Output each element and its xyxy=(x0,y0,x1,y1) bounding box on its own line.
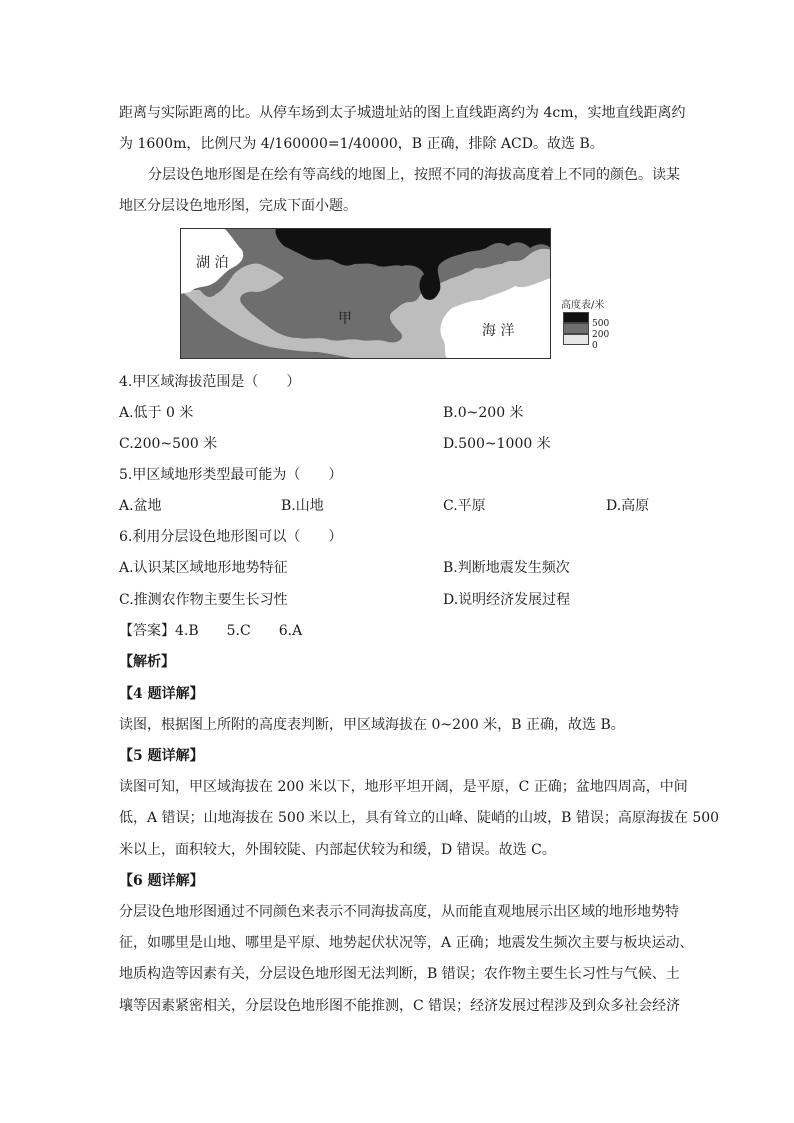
q6-option-a: A.认识某区域地形地势特征 xyxy=(119,560,288,576)
paragraph-line: 为 1600m，比例尺为 4/160000=1/40000，B 正确，排除 ACD。故选 B。 xyxy=(119,136,604,152)
detail-5-text: 读图可知，甲区域海拔在 200 米以下，地形平坦开阔，是平原，C 正确；盆地四周高，中间 xyxy=(119,779,688,795)
detail-6-text: 分层设色地形图通过不同颜色来表示不同海拔高度，从而能直观地展示出区域的地形地势特 xyxy=(119,904,679,920)
question-5-stem: 5.甲区域地形类型最可能为（ ） xyxy=(119,467,343,483)
analysis-heading: 【解析】 xyxy=(119,654,175,670)
legend-swatch-low xyxy=(563,334,589,345)
legend-value-0: 0 xyxy=(592,341,598,351)
detail-5-heading: 【5 题详解】 xyxy=(119,748,204,764)
detail-6-text: 征，如哪里是山地、哪里是平原、地势起伏状况等，A 正确；地震发生频次主要与板块运动、 xyxy=(119,935,694,951)
legend-swatch-high xyxy=(563,312,589,323)
legend-value-500: 500 xyxy=(592,319,610,329)
layered-tint-map xyxy=(180,228,551,359)
legend-swatch-mid xyxy=(563,323,589,334)
legend-value-200: 200 xyxy=(592,330,610,340)
q4-option-c: C.200~500 米 xyxy=(119,436,218,452)
paragraph-line: 距离与实际距离的比。从停车场到太子城遗址站的图上直线距离约为 4cm，实地直线距离约 xyxy=(119,105,686,121)
q6-option-d: D.说明经济发展过程 xyxy=(443,592,571,608)
q5-option-d: D.高原 xyxy=(606,498,650,514)
q5-option-a: A.盆地 xyxy=(119,498,162,514)
detail-5-text: 米以上，面积较大，外围较陡、内部起伏较为和缓，D 错误。故选 C。 xyxy=(119,842,556,858)
q5-option-b: B.山地 xyxy=(281,498,324,514)
q5-option-c: C.平原 xyxy=(443,498,486,514)
legend-title: 高度表/米 xyxy=(561,300,605,311)
question-4-stem: 4.甲区域海拔范围是（ ） xyxy=(119,374,301,390)
answer-line: 【答案】4.B 5.C 6.A xyxy=(119,623,303,639)
detail-6-text: 壤等因素紧密相关，分层设色地形图不能推测，C 错误；经济发展过程涉及到众多社会经济 xyxy=(119,998,681,1014)
q6-option-b: B.判断地震发生频次 xyxy=(443,560,570,576)
q4-option-a: A.低于 0 米 xyxy=(119,405,194,421)
detail-5-text: 低，A 错误；山地海拔在 500 米以上，具有耸立的山峰、陡峭的山坡，B 错误；高原海拔在 500 xyxy=(119,810,720,826)
detail-4-text: 读图，根据图上所附的高度表判断，甲区域海拔在 0~200 米，B 正确，故选 B。 xyxy=(119,717,625,733)
q6-option-c: C.推测农作物主要生长习性 xyxy=(119,592,288,608)
paragraph-line: 分层设色地形图是在绘有等高线的地图上，按照不同的海拔高度着上不同的颜色。读某 xyxy=(148,167,680,183)
detail-4-heading: 【4 题详解】 xyxy=(119,686,204,702)
region-jia-label: 甲 xyxy=(338,311,352,327)
q4-option-b: B.0~200 米 xyxy=(443,405,524,421)
paragraph-line: 地区分层设色地形图，完成下面小题。 xyxy=(119,198,357,214)
elevation-legend xyxy=(561,296,621,358)
lake-label: 湖 泊 xyxy=(196,255,229,271)
detail-6-text: 地质构造等因素有关，分层设色地形图无法判断，B 错误；农作物主要生长习性与气候、土 xyxy=(119,966,680,982)
question-6-stem: 6.利用分层设色地形图可以（ ） xyxy=(119,529,343,545)
q4-option-d: D.500~1000 米 xyxy=(443,436,551,452)
ocean-label: 海 洋 xyxy=(482,323,515,339)
detail-6-heading: 【6 题详解】 xyxy=(119,873,204,889)
